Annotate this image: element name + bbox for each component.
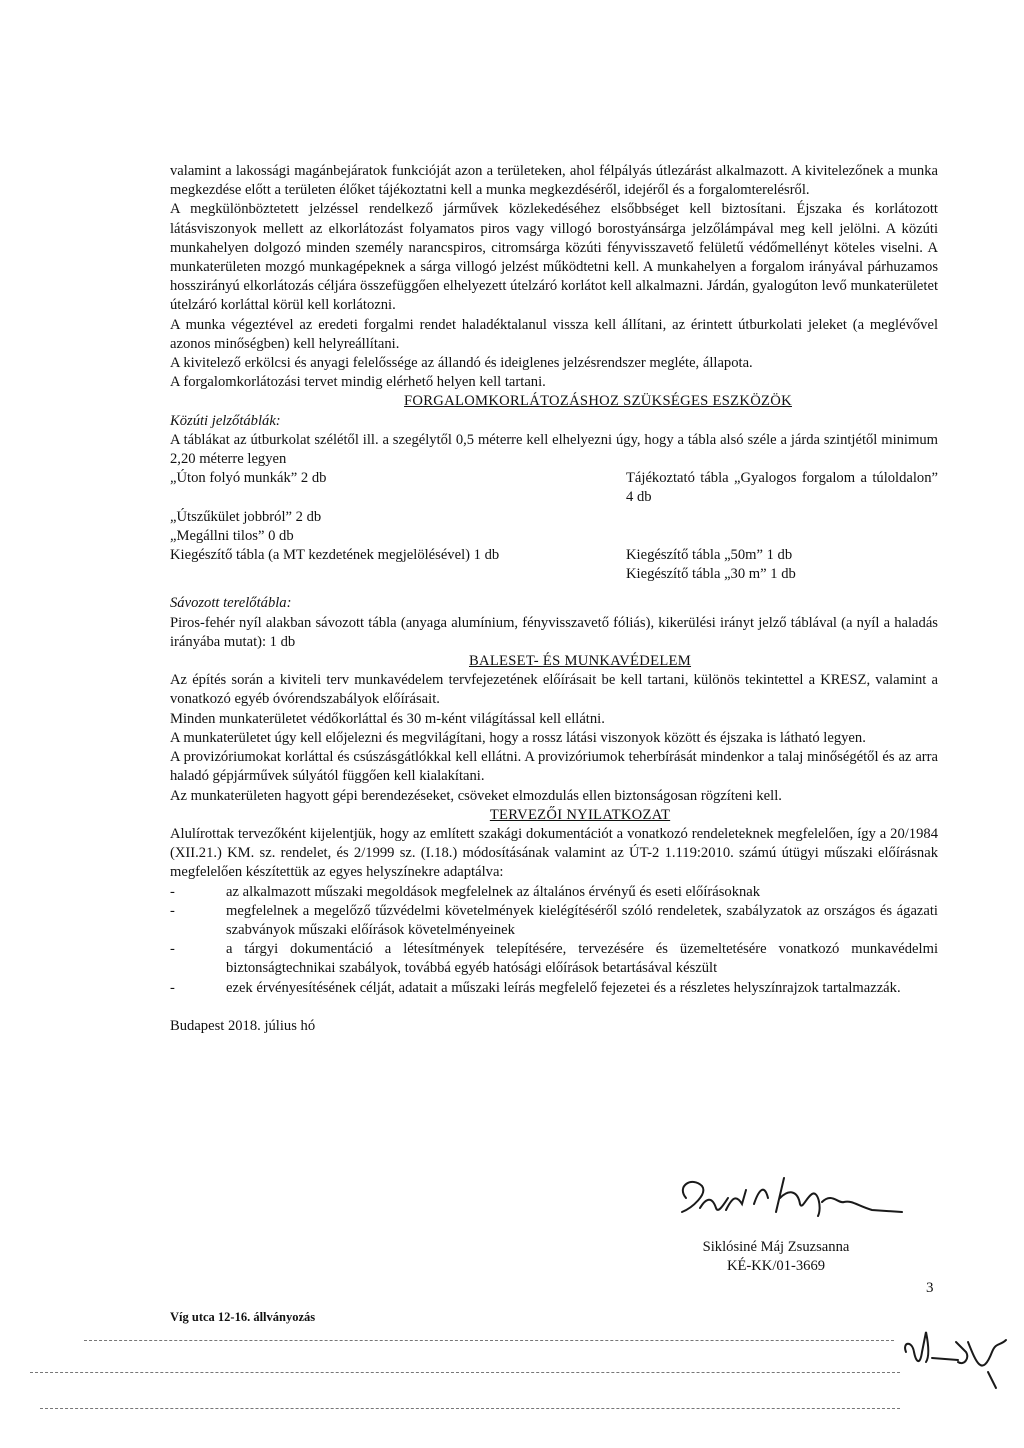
section-heading-tervezoi: TERVEZŐI NYILATKOZAT xyxy=(489,806,671,823)
paragraph: Az építés során a kiviteli terv munkavédelem tervfejezetének előírásait be kell tartani, különös tekintettel a KRESZ, valamint a vonatkozó egyéb óvórendszabályok előírásait. xyxy=(170,672,938,708)
paragraph: A munka végeztével az eredeti forgalmi rendet haladéktalanul vissza kell állítani, az érintett útburkolati jeleket (a meglévővel azonos minőségben) kell helyreállítani. xyxy=(170,316,938,352)
paragraph: A munkaterületet úgy kell előjelezni és megvilágítani, hogy a rossz látási viszonyok között és éjszaka is látható legyen. xyxy=(170,729,866,746)
paragraph: A forgalomkorlátozási tervet mindig elérhető helyen kell tartani. xyxy=(170,374,546,391)
bullet-marker: - xyxy=(170,979,175,996)
signs-list xyxy=(170,469,938,584)
bullet-marker: - xyxy=(170,902,175,919)
scan-artifact-line xyxy=(84,1340,894,1341)
signature-image xyxy=(672,1168,912,1232)
signer-license: KÉ-KK/01-3669 xyxy=(726,1258,826,1274)
subheading-signs: Közúti jelzőtáblák: xyxy=(170,412,281,429)
paragraph: Minden munkaterületet védőkorláttal és 30 m-ként világítással kell ellátni. xyxy=(170,710,605,727)
page-number: 3 xyxy=(926,1280,934,1296)
scan-artifact-line xyxy=(40,1408,900,1409)
place-date: Budapest 2018. július hó xyxy=(170,1017,316,1034)
list-item: - az alkalmazott műszaki megoldások megfelelnek az általános érvényű és eseti előírásoknak xyxy=(170,883,938,902)
sign-item: „Útszűkület jobbról” 2 db xyxy=(170,508,322,525)
signature-block xyxy=(676,1238,876,1276)
section-heading-baleset: BALESET- ÉS MUNKAVÉDELEM xyxy=(468,653,692,670)
sign-item: Tájékoztató tábla „Gyalogos forgalom a túloldalon” 4 db xyxy=(626,470,938,506)
paragraph: A kivitelező erkölcsi és anyagi felelőssége az állandó és ideiglenes jelzésrendszer megléte, állapota. xyxy=(170,355,753,372)
sign-item: Kiegészítő tábla „50m” 1 db xyxy=(626,547,793,564)
bullet-marker: - xyxy=(170,941,175,958)
sign-item: Kiegészítő tábla „30 m” 1 db xyxy=(626,566,796,583)
footer-project: Víg utca 12-16. állványozás xyxy=(170,1310,316,1324)
sign-item: „Megállni tilos” 0 db xyxy=(170,527,294,544)
paragraph: Az munkaterületen hagyott gépi berendezéseket, csöveket elmozdulás ellen biztonságosan rögzíteni kell. xyxy=(170,787,782,804)
document-body xyxy=(170,162,938,1036)
list-item: - ezek érvényesítésének célját, adatait a műszaki leírás megfelelő fejezetei és a részletes helyszínrajzok tartalmazzák. xyxy=(170,979,938,998)
sign-item: Kiegészítő tábla (a MT kezdetének megjelölésével) 1 db xyxy=(170,547,500,564)
scan-artifact-line xyxy=(30,1372,900,1373)
paragraph: A megkülönböztetett jelzéssel rendelkező járművek közlekedéséhez elsőbbséget kell biztosítani. Éjszaka és korlátozott látásviszonyok mellett az elkorlátozást folyamatos piros vagy villogó borostyánsárga jelzőlámpával meg kell jelölni. A közúti munkahelyen dolgozó minden személy narancspiros, citromsárga közúti fényvisszavető felületű védőmellényt köteles viselni. A munkaterületen mozgó munkagépeknek a sárga villogó jelzést működtetni kell. A munkahelyen a forgalom irányával párhuzamos hosszirányú elkorlátozás céljára összefüggően elhelyezett útelzáró korlátot kell alkalmazni. Járdán, gyalogúton levő munkaterületet útelzáró korláttal körül kell korlátozni. xyxy=(170,201,938,314)
list-item: - megfelelnek a megelőző tűzvédelmi követelmények kielégítéséről szóló rendeletek, szabályzatok az országos és ágazati szabványok műszaki előírások követelményeinek xyxy=(170,902,938,940)
sign-item: „Úton folyó munkák” 2 db xyxy=(170,470,327,487)
paragraph: valamint a lakossági magánbejáratok funkcióját azon a területeken, ahol félpályás útlezárást alkalmazott. A kivitelezőnek a munka megkezdése előtt a területen élőket tájékoztatni kell a munka megkezdéséről, idejéről és a forgalomterelésről. xyxy=(170,163,938,199)
paragraph: A provizóriumokat korláttal és csúszásgátlókkal kell ellátni. A provizóriumok teherbírását mindenkor a talaj minőségétől és az arra haladó gépjárművek súlyától függően kell kialakítani. xyxy=(170,749,938,785)
section-heading-forgalom: FORGALOMKORLÁTOZÁSHOZ SZÜKSÉGES ESZKÖZÖK xyxy=(404,393,792,410)
declaration-intro: Alulírottak tervezőként kijelentjük, hogy az említett szakági dokumentációt a vonatkozó rendeleteknek megfelelően, így a 20/1984 (XII.21.) KM. sz. rendelet, és 2/1999 sz. (I.18.) módosításának valamint az ÚT-2 1.119:2010. számú útügyi műszaki előírásnak megfelelően készítettük az egyes helyszínekre adaptálva: xyxy=(170,825,938,881)
initials-image xyxy=(896,1322,1016,1402)
signs-intro: A táblákat az útburkolat szélétől ill. a szegélytől 0,5 méterre kell elhelyezni úgy, hogy a tábla alsó széle a járda szintjétől minimum 2,20 méterre legyen xyxy=(170,431,938,468)
list-item: - a tárgyi dokumentáció a létesítmények telepítésére, tervezésére és üzemeltetésére vonatkozó munkavédelmi biztonságtechnikai szabályok, továbbá egyéb hatósági előírások betartásával készült xyxy=(170,940,938,978)
bullet-marker: - xyxy=(170,883,175,900)
striped-sign-text: Piros-fehér nyíl alakban sávozott tábla (anyaga alumínium, fényvisszavető fóliás), kikerülési irányt jelző táblával (a nyíl a haladás irányába mutat): 1 db xyxy=(170,614,938,650)
signer-name: Siklósiné Máj Zsuzsanna xyxy=(702,1239,850,1255)
subheading-striped: Sávozott terelőtábla: xyxy=(170,595,292,612)
